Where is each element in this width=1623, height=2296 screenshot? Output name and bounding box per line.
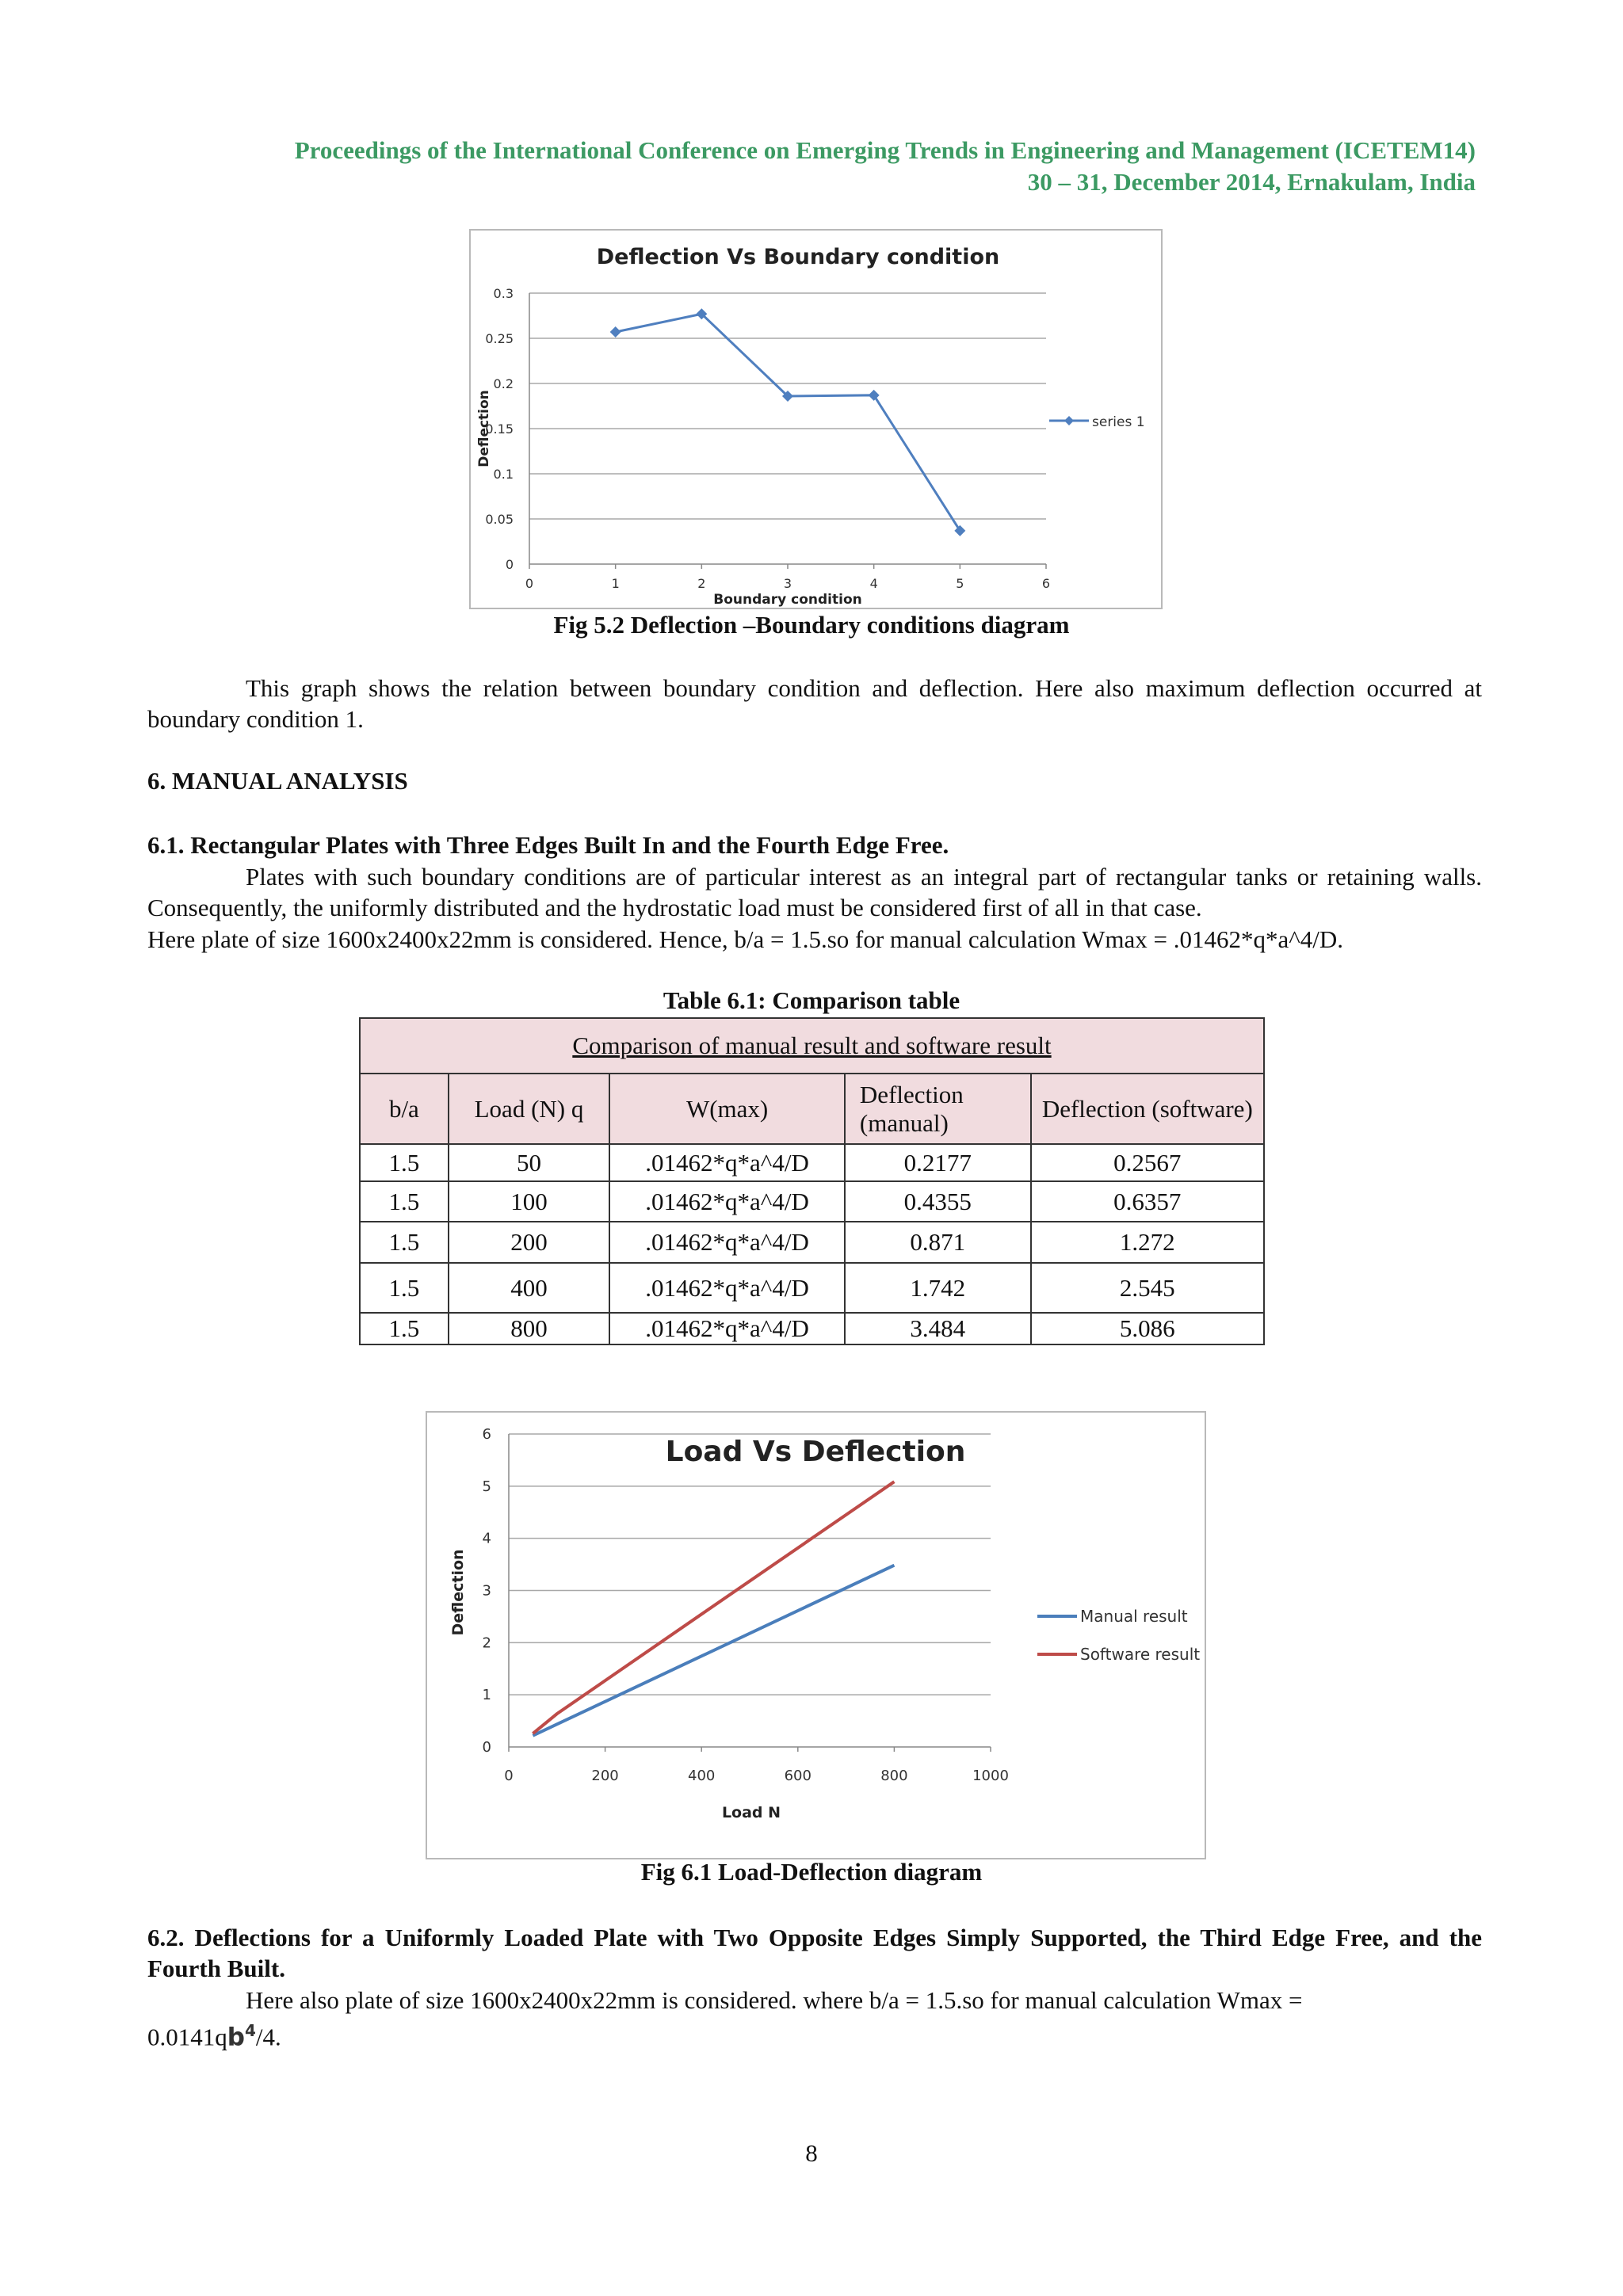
table-cell: 0.871 bbox=[845, 1222, 1031, 1263]
fig-6-1-chart-frame bbox=[426, 1411, 1206, 1859]
chart-title: Deflection Vs Boundary condition bbox=[596, 245, 1000, 269]
table-cell: 1.5 bbox=[360, 1263, 449, 1313]
table-cell: .01462*q*a^4/D bbox=[609, 1313, 845, 1344]
x-tick-label: 400 bbox=[688, 1768, 716, 1784]
table-cell: 50 bbox=[449, 1144, 609, 1181]
chart-title: Load Vs Deflection bbox=[665, 1436, 966, 1468]
formula-prefix: 0.0141q bbox=[147, 2023, 227, 2051]
y-axis-label: Deflection bbox=[476, 390, 492, 467]
y-axis-label: Deflection bbox=[449, 1549, 467, 1636]
y-tick-label: 0.3 bbox=[493, 286, 514, 301]
x-tick-label: 600 bbox=[784, 1768, 812, 1784]
section-6-2-line-1: Here also plate of size 1600x2400x22mm is considered. where b/a = 1.5.so for manual calculation Wmax = bbox=[246, 1986, 1303, 2014]
section-6-2-title: 6.2. Deflections for a Uniformly Loaded Plate with Two Opposite Edges Simply Supported, the Third Edge Free, and the Fourth Built. bbox=[147, 1924, 1482, 1982]
header-cell: Load (N) q bbox=[449, 1074, 609, 1144]
x-tick-label: 2 bbox=[697, 576, 706, 591]
comparison-table bbox=[359, 1017, 1265, 1345]
section-6-2-line-2 bbox=[147, 2016, 1482, 2053]
table-row bbox=[360, 1144, 1264, 1181]
table-title-row bbox=[360, 1018, 1264, 1074]
data-point bbox=[954, 525, 965, 536]
fig-5-2-chart bbox=[471, 231, 1161, 608]
table-row bbox=[360, 1222, 1264, 1263]
table-cell: .01462*q*a^4/D bbox=[609, 1181, 845, 1222]
x-tick-label: 3 bbox=[783, 576, 792, 591]
y-tick-label: 0.15 bbox=[485, 421, 514, 437]
table-cell: 1.742 bbox=[845, 1263, 1031, 1313]
x-tick-label: 1000 bbox=[972, 1768, 1009, 1784]
y-tick-label: 4 bbox=[482, 1530, 491, 1547]
formula-suffix: /4. bbox=[255, 2023, 281, 2051]
table-cell: 1.5 bbox=[360, 1181, 449, 1222]
table-cell: 1.5 bbox=[360, 1222, 449, 1263]
header-cell: Deflection (software) bbox=[1031, 1074, 1264, 1144]
y-tick-label: 5 bbox=[482, 1478, 491, 1495]
table-cell: 1.272 bbox=[1031, 1222, 1264, 1263]
table-cell: .01462*q*a^4/D bbox=[609, 1263, 845, 1313]
table-cell: 1.5 bbox=[360, 1144, 449, 1181]
y-tick-label: 3 bbox=[482, 1582, 491, 1600]
table-cell: 2.545 bbox=[1031, 1263, 1264, 1313]
x-tick-label: 1 bbox=[611, 576, 620, 591]
table-cell: .01462*q*a^4/D bbox=[609, 1222, 845, 1263]
y-tick-label: 0 bbox=[505, 557, 514, 572]
table-row bbox=[360, 1181, 1264, 1222]
x-tick-label: 0 bbox=[525, 576, 534, 591]
y-tick-label: 1 bbox=[482, 1687, 491, 1704]
x-axis-label: Load N bbox=[721, 1804, 781, 1821]
section-6-title: 6. MANUAL ANALYSIS bbox=[147, 767, 408, 795]
fig-5-2-caption: Fig 5.2 Deflection –Boundary conditions diagram bbox=[553, 611, 1070, 639]
table-title: Comparison of manual result and software result bbox=[360, 1018, 1264, 1074]
x-tick-label: 5 bbox=[956, 576, 964, 591]
formula-b: b bbox=[227, 2023, 245, 2052]
page-number: 8 bbox=[805, 2139, 818, 2167]
table-cell: 5.086 bbox=[1031, 1313, 1264, 1344]
table-cell: 0.2567 bbox=[1031, 1144, 1264, 1181]
table-row bbox=[360, 1313, 1264, 1344]
table-cell: 400 bbox=[449, 1263, 609, 1313]
legend-label: Manual result bbox=[1080, 1607, 1188, 1626]
series-line bbox=[616, 314, 960, 531]
header-line-1: Proceedings of the International Conference on Emerging Trends in Engineering and Management (ICETEM14) bbox=[294, 136, 1476, 164]
x-tick-label: 800 bbox=[880, 1768, 908, 1784]
header-cell: W(max) bbox=[609, 1074, 845, 1144]
y-tick-label: 0.05 bbox=[485, 512, 514, 527]
x-tick-label: 200 bbox=[591, 1768, 619, 1784]
header-line-2: 30 – 31, December 2014, Ernakulam, India bbox=[1027, 168, 1476, 196]
fig-6-1-chart bbox=[427, 1413, 1205, 1858]
table-cell: 800 bbox=[449, 1313, 609, 1344]
header-cell: b/a bbox=[360, 1074, 449, 1144]
boundary-paragraph-text: This graph shows the relation between boundary condition and deflection. Here also maximum deflection occurred at boundary condition 1. bbox=[147, 674, 1482, 733]
x-tick-label: 4 bbox=[869, 576, 878, 591]
table-cell: 100 bbox=[449, 1181, 609, 1222]
legend-marker bbox=[1064, 416, 1074, 425]
x-tick-label: 0 bbox=[504, 1768, 514, 1784]
legend-label: Software result bbox=[1080, 1645, 1201, 1664]
table-cell: 1.5 bbox=[360, 1313, 449, 1344]
fig-6-1-caption: Fig 6.1 Load-Deflection diagram bbox=[640, 1858, 983, 1886]
table-header-row bbox=[360, 1074, 1264, 1144]
y-tick-label: 6 bbox=[482, 1426, 491, 1443]
y-tick-label: 0.25 bbox=[485, 331, 514, 346]
data-point bbox=[869, 390, 880, 401]
legend-label: series 1 bbox=[1092, 414, 1145, 430]
boundary-paragraph bbox=[147, 673, 1482, 734]
formula-exponent: 4 bbox=[244, 2021, 256, 2040]
table-cell: .01462*q*a^4/D bbox=[609, 1144, 845, 1181]
table-row bbox=[360, 1263, 1264, 1313]
section-6-1-plate-paragraph: Here plate of size 1600x2400x22mm is considered. Hence, b/a = 1.5.so for manual calculation Wmax = .01462*q*a^4/D. bbox=[147, 925, 1343, 953]
conference-header bbox=[295, 135, 1476, 198]
table-cell: 0.4355 bbox=[845, 1181, 1031, 1222]
x-axis-label: Boundary condition bbox=[713, 592, 862, 608]
y-tick-label: 0.2 bbox=[493, 376, 514, 391]
table-6-1-caption: Table 6.1: Comparison table bbox=[663, 986, 960, 1014]
y-tick-label: 0.1 bbox=[493, 467, 514, 482]
table-cell: 3.484 bbox=[845, 1313, 1031, 1344]
table-cell: 0.2177 bbox=[845, 1144, 1031, 1181]
table-cell: 0.6357 bbox=[1031, 1181, 1264, 1222]
table-cell: 200 bbox=[449, 1222, 609, 1263]
y-tick-label: 2 bbox=[482, 1634, 491, 1652]
data-point bbox=[610, 326, 621, 338]
y-tick-label: 0 bbox=[482, 1739, 491, 1756]
section-6-2-paragraph bbox=[147, 1985, 1482, 2053]
header-cell: Deflection (manual) bbox=[845, 1074, 1031, 1144]
x-tick-label: 6 bbox=[1041, 576, 1051, 591]
fig-5-2-chart-frame bbox=[469, 229, 1163, 609]
series-line bbox=[533, 1482, 894, 1733]
section-6-1-paragraph: Plates with such boundary conditions are of particular interest as an integral part of rectangular tanks or retaining walls. Consequently, the uniformly distributed and the hydrostatic load must be considered first of all in that case. bbox=[147, 863, 1482, 921]
section-6-1-title: 6.1. Rectangular Plates with Three Edges Built In and the Fourth Edge Free. bbox=[147, 831, 949, 859]
